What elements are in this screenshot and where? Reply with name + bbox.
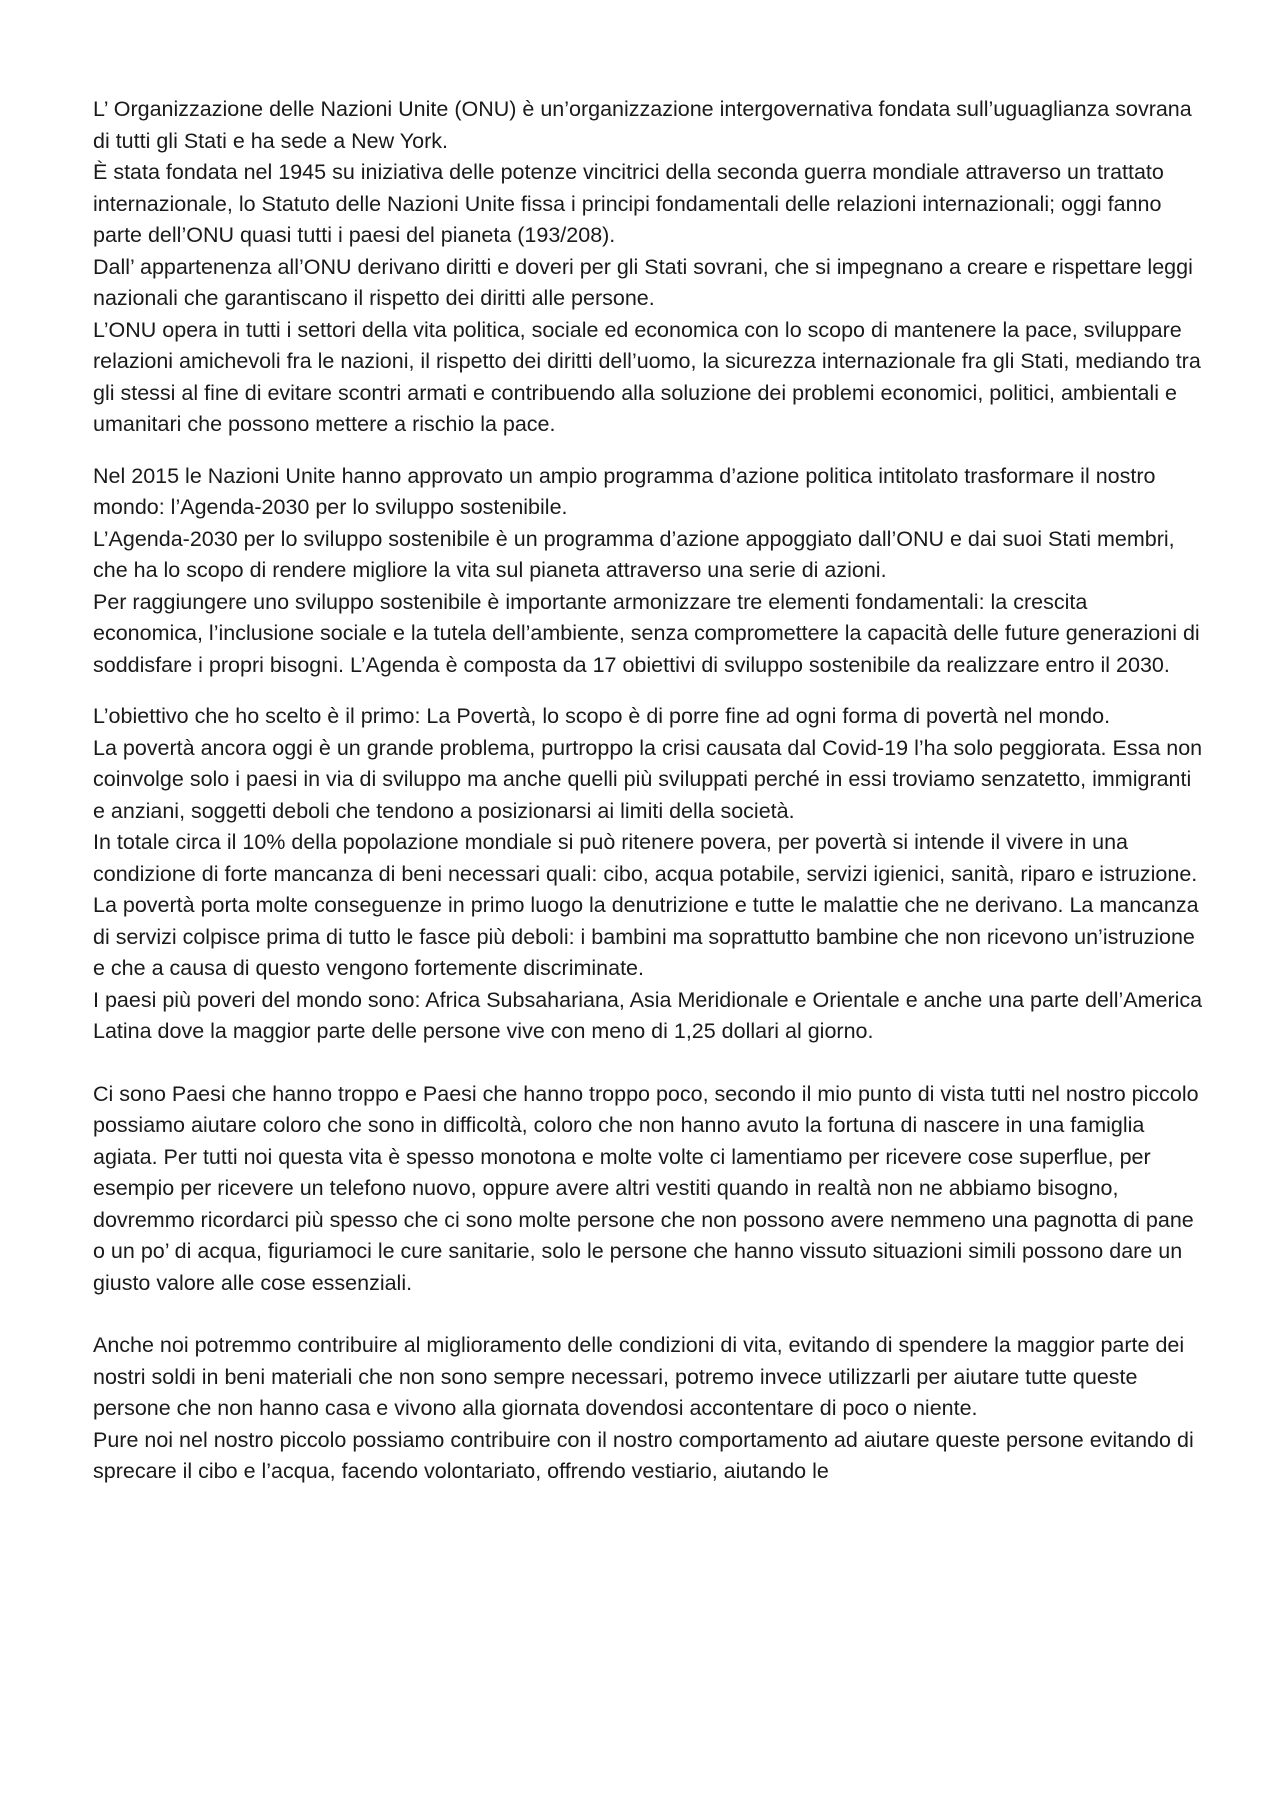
document-body (93, 94, 1203, 1488)
section-opinione (93, 1079, 1203, 1300)
paragraph: È stata fondata nel 1945 su iniziativa delle potenze vincitrici della seconda guerra mondiale attraverso un trattato internazionale, lo Statuto delle Nazioni Unite fissa i principi fondamentali delle relazioni internazionali; oggi fanno parte dell’ONU quasi tutti i paesi del pianeta (193/208). (93, 160, 1164, 247)
paragraph: L’Agenda-2030 per lo sviluppo sostenibile è un programma d’azione appoggiato dall’ONU e dai suoi Stati membri, che ha lo scopo di rendere migliore la vita sul pianeta attraverso una serie di azioni. (93, 526, 1175, 582)
paragraph: In totale circa il 10% della popolazione mondiale si può ritenere povera, per povertà si intende il vivere in una condizione di forte mancanza di beni necessari quali: cibo, acqua potabile, servizi igienici, sanità, riparo e istruzione. (93, 830, 1198, 886)
paragraph: La povertà porta molte conseguenze in primo luogo la denutrizione e tutte le malattie che ne derivano. La mancanza di servizi colpisce prima di tutto le fasce più deboli: i bambini ma soprattutto bambine che non ricevono un’istruzione e che a causa di questo vengono fortemente discriminate. (93, 893, 1199, 980)
section-spacer (93, 1299, 1203, 1330)
paragraph: I paesi più poveri del mondo sono: Africa Subsahariana, Asia Meridionale e Orientale e anche una parte dell’America Latina dove la maggior parte delle persone vive con meno di 1,25 dollari al giorno. (93, 987, 1203, 1043)
section-onu (93, 94, 1203, 441)
paragraph: Nel 2015 le Nazioni Unite hanno approvato un ampio programma d’azione politica intitolato trasformare il nostro mondo: l’Agenda-2030 per lo sviluppo sostenibile. (93, 463, 1156, 519)
paragraph: L’ONU opera in tutti i settori della vita politica, sociale ed economica con lo scopo di mantenere la pace, sviluppare relazioni amichevoli fra le nazioni, il rispetto dei diritti dell’uomo, la sicurezza internazionale fra gli Stati, mediando tra gli stessi al fine di evitare scontri armati e contribuendo alla soluzione dei problemi economici, politici, ambientali e umanitari che possono mettere a rischio la pace. (93, 317, 1201, 436)
section-poverta (93, 701, 1203, 1048)
paragraph: La povertà ancora oggi è un grande problema, purtroppo la crisi causata dal Covid-19 l’ha solo peggiorata. Essa non coinvolge solo i paesi in via di sviluppo ma anche quelli più sviluppati perché in essi troviamo senzatetto, immigranti e anziani, soggetti deboli che tendono a posizionarsi ai limiti della società. (93, 735, 1203, 823)
paragraph: L’obiettivo che ho scelto è il primo: La Povertà, lo scopo è di porre fine ad ogni forma di povertà nel mondo. (93, 704, 1111, 728)
paragraph: L’ Organizzazione delle Nazioni Unite (ONU) è un’organizzazione intergovernativa fondata sull’uguaglianza sovrana di tutti gli Stati e ha sede a New York. (93, 97, 1192, 153)
section-spacer (93, 681, 1203, 701)
section-contributo (93, 1330, 1203, 1488)
paragraph: Pure noi nel nostro piccolo possiamo contribuire con il nostro comportamento ad aiutare queste persone evitando di sprecare il cibo e l’acqua, facendo volontariato, offrendo vestiario, aiutando le (93, 1427, 1194, 1483)
paragraph: Dall’ appartenenza all’ONU derivano diritti e doveri per gli Stati sovrani, che si impegnano a creare e rispettare leggi nazionali che garantiscano il rispetto dei diritti alle persone. (93, 254, 1193, 310)
paragraph: Anche noi potremmo contribuire al miglioramento delle condizioni di vita, evitando di spendere la maggior parte dei nostri soldi in beni materiali che non sono sempre necessari, potremo invece utilizzarli per aiutare tutte queste persone che non hanno casa e vivono alla giornata dovendosi accontentare di poco o niente. (93, 1333, 1185, 1420)
paragraph: Per raggiungere uno sviluppo sostenibile è importante armonizzare tre elementi fondamentali: la crescita economica, l’inclusione sociale e la tutela dell’ambiente, senza compromettere la capacità delle future generazioni di soddisfare i propri bisogni. L’Agenda è composta da 17 obiettivi di sviluppo sostenibile da realizzare entro il 2030. (93, 589, 1200, 677)
section-agenda-2030 (93, 461, 1203, 682)
section-spacer (93, 1048, 1203, 1079)
paragraph: Ci sono Paesi che hanno troppo e Paesi che hanno troppo poco, secondo il mio punto di vista tutti nel nostro piccolo possiamo aiutare coloro che sono in difficoltà, coloro che non hanno avuto la fortuna di nascere in una famiglia agiata. Per tutti noi questa vita è spesso monotona e molte volte ci lamentiamo per ricevere cose superflue, per esempio per ricevere un telefono nuovo, oppure avere altri vestiti quando in realtà non ne abbiamo bisogno, dovremmo ricordarci più spesso che ci sono molte persone che non possono avere nemmeno una pagnotta di pane o un po’ di acqua, figuriamoci le cure sanitarie, solo le persone che hanno vissuto situazioni simili possono dare un giusto valore alle cose essenziali. (93, 1081, 1199, 1295)
section-spacer (93, 441, 1203, 461)
